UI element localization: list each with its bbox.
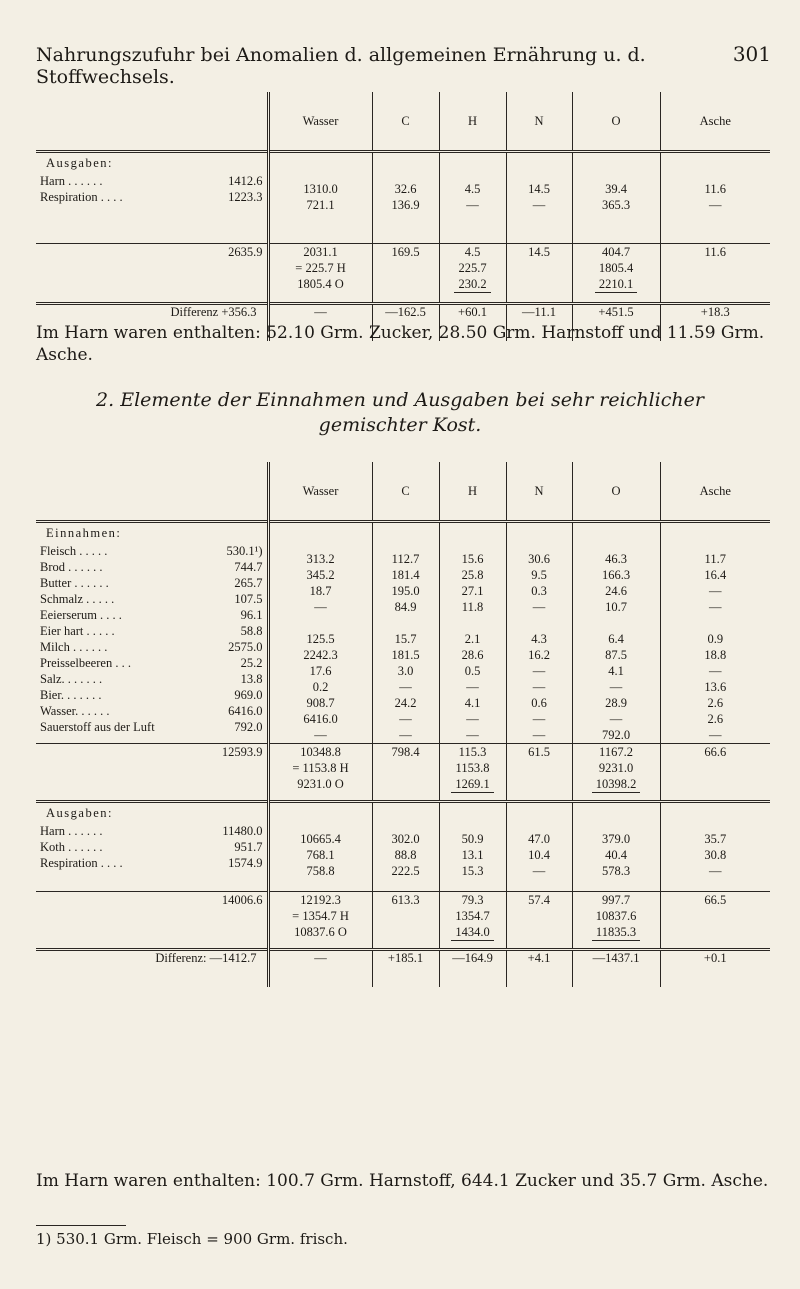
col-c: C xyxy=(372,462,439,522)
page-number: 301 xyxy=(732,42,771,66)
col-o: O xyxy=(572,92,660,152)
table-row: Ausgaben: Harn . . . . . . 1412.6 Respiration . . . . 1223.3 1310.0 721.1 32.6 136.9 4.5 — 14.5 — 39.4 365.3 11.6 — xyxy=(36,152,770,244)
table-row: Einnahmen: Fleisch . . . . . 530.1¹) Brod . . . . . . 744.7 Butter . . . . . . 265.7 Schmalz . . . . . 107.5 Eeierserum . . . . 96.1 Eier hart . . . . . 58.8 Milch . . . . . . 2575.0 Preisselbeeren . . . 25.2 Salz. . . . . . . 13.8 Bier. . . . . . . 969.0 Wasser. . . . . . 6416.0 Sauerstoff aus der Luft 792.0 313.2 345.2 18.7 — 125.5 2242.3 17.6 0.2 908.7 6416.0 — 112.7 181.4 195.0 84.9 15.7 181.5 3.0 — 24.2 — — 15.6 25.8 27.1 11.8 2.1 28.6 0.5 — 4.1 — — 30.6 9.5 0.3 — 4.3 16.2 — — 0.6 — — 46.3 166.3 24.6 10.7 6.4 87.5 4.1 — 28.9 — 792.0 11.7 16.4 — — 0.9 18.8 — 13.6 2.6 2.6 — xyxy=(36,522,770,744)
section-label: Ausgaben: xyxy=(46,806,113,820)
difference-row: Differenz +356.3 — —162.5 +60.1 —11.1 +451.5 +18.3 xyxy=(36,304,770,342)
footnote: 1) 530.1 Grm. Fleisch = 900 Grm. frisch. xyxy=(36,1230,348,1248)
col-wasser: Wasser xyxy=(268,462,372,522)
difference-row: Differenz: —1412.7 — +185.1 —164.9 +4.1 —1437.1 +0.1 xyxy=(36,950,770,988)
header-title: Nahrungszufuhr bei Anomalien d. allgemeinen Ernährung u. d. Stoffwechsels. xyxy=(36,44,646,88)
footnote-rule xyxy=(36,1225,126,1226)
table-header-row xyxy=(36,462,770,522)
section-caption: 2. Elemente der Einnahmen und Ausgaben bei sehr reichlicher gemischter Kost. xyxy=(96,389,704,436)
col-n: N xyxy=(506,92,572,152)
sum-row: 12593.9 10348.8 = 1153.8 H 9231.0 O 798.4 115.3 1153.8 1269.1 61.5 1167.2 9231.0 10398.2 66.6 xyxy=(36,744,770,802)
paragraph-harn-1: Im Harn waren enthalten: 52.10 Grm. Zucker, 28.50 Grm. Harnstoff und 11.59 Grm. Asche. xyxy=(36,323,765,365)
table-row: Ausgaben: Harn . . . . . . 11480.0 Koth . . . . . . 951.7 Respiration . . . . 1574.9 10665.4 768.1 758.8 302.0 88.8 222.5 50.9 13.1 15.3 47.0 10.4 — 379.0 40.4 578.3 35.7 30.8 — xyxy=(36,802,770,892)
sum-row: 2635.9 2031.1 = 225.7 H 1805.4 O 169.5 4.5 225.7 230.2 14.5 404.7 1805.4 2210.1 11.6 xyxy=(36,244,770,304)
section-label: Einnahmen: xyxy=(46,526,122,540)
col-o: O xyxy=(572,462,660,522)
paragraph-harn-2: Im Harn waren enthalten: 100.7 Grm. Harnstoff, 644.1 Zucker und 35.7 Grm. Asche. xyxy=(36,1171,769,1191)
col-h: H xyxy=(439,92,506,152)
sum-row: 14006.6 12192.3 = 1354.7 H 10837.6 O 613.3 79.3 1354.7 1434.0 57.4 997.7 10837.6 11835.3 66.5 xyxy=(36,892,770,950)
col-asche: Asche xyxy=(660,462,770,522)
table-header-row xyxy=(36,92,770,152)
table-einnahmen-ausgaben xyxy=(36,462,770,987)
running-header xyxy=(36,42,771,88)
table-ausgaben xyxy=(36,92,770,341)
col-asche: Asche xyxy=(660,92,770,152)
col-c: C xyxy=(372,92,439,152)
section-label: Ausgaben: xyxy=(46,156,113,170)
col-n: N xyxy=(506,462,572,522)
col-wasser: Wasser xyxy=(268,92,372,152)
col-h: H xyxy=(439,462,506,522)
